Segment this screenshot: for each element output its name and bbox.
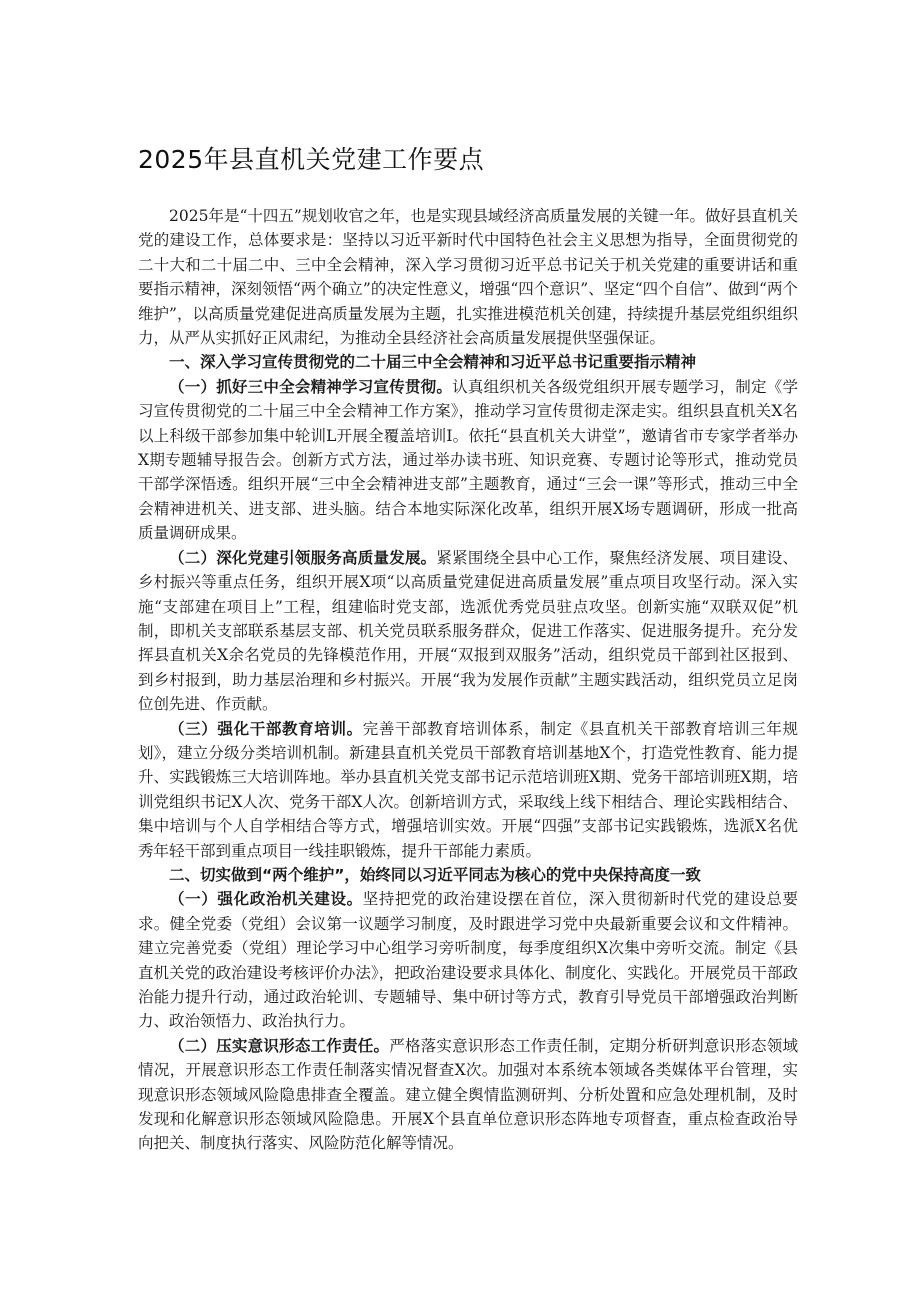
item-lead: （二）压实意识形态工作责任。 [169,1036,390,1055]
item-text: 完善干部教育培训体系，制定《县直机关干部教育培训三年规划》，建立分级分类培训机制。新建县直机关党员干部教育培训基地X个，打造党性教育、能力提升、实践锻炼三大培训阵地。举办县直机关党支部书记示范培训班X期、党务干部培训班X期，培训党组织书记X人次、党务干部X人次。创新培训方式，采取线上线下相结合、理论实践相结合、集中培训与个人自学相结合等方式，增强培训实效。开展“四强”支部书记实践锻炼，选派X名优秀年轻干部到重点项目一线挂职锻炼，提升干部能力素质。 [138,719,798,860]
item-text: 严格落实意识形态工作责任制，定期分析研判意识形态领域情况，开展意识形态工作责任制落实情况督查X次。加强对本系统本领域各类媒体平台管理，实现意识形态领域风险隐患排查全覆盖。建立健全舆情监测研判、分析处置和应急处理机制，及时发现和化解意识形态领域风险隐患。开展X个县直单位意识形态阵地专项督查，重点检查政治导向把关、制度执行落实、风险防范化解等情况。 [138,1036,798,1153]
intro-paragraph: 2025年是“十四五”规划收官之年，也是实现县域经济高质量发展的关键一年。做好县直机关党的建设工作，总体要求是：坚持以习近平新时代中国特色社会主义思想为指导，全面贯彻党的二十大和二十届二中、三中全会精神，深入学习贯彻习近平总书记关于机关党建的重要讲话和重要指示精神，深刻领悟“两个确立”的决定性意义，增强“四个意识”、坚定“四个自信”、做到“两个维护”，以高质量党建促进高质量发展为主题，扎实推进模范机关创建，持续提升基层党组织组织力，从严从实抓好正风肃纪，为推动全县经济社会高质量发展提供坚强保证。 [138,207,798,348]
section-2-heading: 二、切实做到“两个维护”，始终同以习近平同志为核心的党中央保持高度一致 [169,865,701,884]
item-lead: （一）抓好三中全会精神学习宣传贯彻。 [169,377,453,396]
section-2-item-1 [138,887,798,1033]
item-text: 紧紧围绕全县中心工作，聚焦经济发展、项目建设、乡村振兴等重点任务，组织开展X项“以高质量党建促进高质量发展”重点项目攻坚行动。深入实施“支部建在项目上”工程，组建临时党支部，选派优秀党员驻点攻坚。创新实施“双联双促”机制，即机关支部联系基层支部、机关党员联系服务群众，促进工作落实、促进服务提升。充分发挥县直机关X余名党员的先锋模范作用，开展“双报到双服务”活动，组织党员干部到社区报到、到乡村报到，助力基层治理和乡村振兴。开展“我为发展作贡献”主题实践活动，组织党员立足岗位创先进、作贡献。 [138,548,798,714]
section-1-item-1 [138,375,798,546]
section-1-heading: 一、深入学习宣传贯彻党的二十届三中全会精神和习近平总书记重要指示精神 [169,353,697,372]
document-title: 2025年县直机关党建工作要点 [138,145,485,174]
section-1-item-2 [138,546,798,717]
item-text: 认真组织机关各级党组织开展专题学习，制定《学习宣传贯彻党的二十届三中全会精神工作方案》，推动学习宣传贯彻走深走实。组织县直机关X名以上科级干部参加集中轮训L开展全覆盖培训I。依托“县直机关大讲堂”，邀请省市专家学者举办X期专题辅导报告会。创新方式方法，通过举办读书班、知识竞赛、专题讨论等形式，推动党员干部学深悟透。组织开展“三中全会精神进支部”主题教育，通过“三会一课”等形式，推动三中全会精神进机关、进支部、进头脑。结合本地实际深化改革，组织开展X场专题调研，形成一批高质量调研成果。 [138,377,798,543]
item-lead: （一）强化政治机关建设。 [169,890,363,909]
section-2-item-2 [138,1034,798,1156]
item-lead: （三）强化干部教育培训。 [169,719,363,738]
document-body [138,140,798,1156]
item-text: 坚持把党的政治建设摆在首位，深入贯彻新时代党的建设总要求。健全党委（党组）会议第一议题学习制度，及时跟进学习党中央最新重要会议和文件精神。建立完善党委（党组）理论学习中心组学习旁听制度，每季度组织X次集中旁听交流。制定《县直机关党的政治建设考核评价办法》，把政治建设要求具体化、制度化、实践化。开展党员干部政治能力提升行动，通过政治轮训、专题辅导、集中研讨等方式，教育引导党员干部增强政治判断力、政治领悟力、政治执行力。 [138,890,798,1031]
item-lead: （二）深化党建引领服务高质量发展。 [169,548,437,567]
section-1-item-3 [138,717,798,863]
